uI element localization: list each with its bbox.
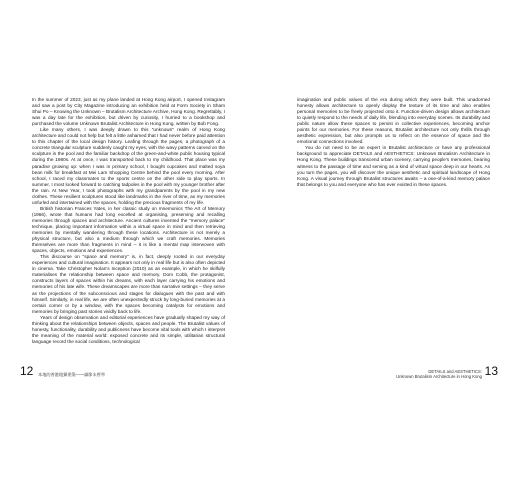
paragraph: This discourse on "space and memory" is, in fact, deeply rooted in our everyday experiences and cultural imagination. It appears not only in real life but is also often depicted in cinema. Take Christopher Nolan's Inception (2010) as an example, in which he skilfully materialises the relationship between space and memory. Dom Cobb, the protagonist, constructs layers of spaces within his dreams, with each layer carrying his emotions and memories of his late wife. These dreamscapes are more than narrative settings – they serve as the projections of the subconscious and stages for dialogues with the past and with himself. Similarly, in real life, we are often unexpectedly struck by long-buried memories at a certain corner or by a window, with the spaces becoming catalysts for emotions and memories by bringing past stories vividly back to life. (32, 254, 225, 314)
left-text-column (32, 97, 225, 345)
right-page (260, 0, 520, 500)
paragraph: Years of design observation and editorial experiences have gradually shaped my way of thinking about the relationships between objects, spaces and people. The Brutalist values of honesty, functionality, durability and publicness have become vital tools with which I interpret the meaning of the material world: exposed concrete and its simple, utilitarian structural language record the social conditions, technological (32, 314, 225, 344)
page-number-left: 12 (20, 364, 34, 378)
paragraph: imagination and public values of the era during which they were built. This unadorned honesty allows architecture to openly display the texture of its time and also enables personal memories to be freely projected onto it. Function-driven design allows architecture to quietly respond to the needs of daily life, blending into everyday scenes. Its durability and public nature allow these spaces to persist in collective experiences, becoming anchor points for our memories. For these reasons, Brutalist architecture not only thrills through aesthetic expression, but also prompts us to reflect on the essence of space and the emotional connections involved. (297, 97, 490, 145)
running-head-left: 本地的香港粗獷建築——細節未曾寧 (38, 372, 106, 377)
right-text-column (297, 97, 490, 188)
paragraph: You do not need to be an expert in Brutalist architecture or have any professional background to appreciate DETAILS and AESTHETICS: Unknown Brutalism Architecture in Hong Kong. These buildings transcend urban scenery, carrying people's memories, bearing witness to the passage of time and serving as a kind of virtual space deep in our hearts. As you turn the pages, you will discover the unique aesthetic and spiritual landscape of Hong Kong. A visual journey through Brutalist structures awaits – a one-of-a-kind memory palace that belongs to you and everyone who has ever existed in these spaces. (297, 145, 490, 187)
paragraph: British historian Frances Yates, in her classic study on mnemonics The Art of Memory (1966), wrote that humans had long excelled at organising, preserving and recalling memories through spaces and architecture. Ancient cultures invented the "memory palace" technique, placing important information within a virtual space in mind and then retrieving memories by mentally wandering through these locations. Architecture is not merely a physical structure, but also a medium through which we craft memories. Memories themselves are more than fragments in mind – it is like a mental map interwoven with spaces, objects, emotions and experiences. (32, 205, 225, 254)
paragraph: In the summer of 2023, just as my plane landed at Hong Kong airport, I opened Instagram and saw a post by City Magazine introducing an exhibition held at Form Society in Sham Shui Po – Knowing the Unknown – Brutalism Architecture Archive, Hong Kong. Regrettably, I was a day late for the exhibition, but driven by curiosity, I hurried to a bookshop and purchased the volume Unknown Brutalist Architecture in Hong Kong, written by Bob Fong. (32, 97, 225, 127)
paragraph: Like many others, I was deeply drawn to this "unknown" realm of Hong Kong architecture and could not help but felt a little ashamed that I had never before paid attention to this chapter of the local design history. Leafing through the pages, a photograph of a concrete triangular sculpture suddenly caught my eyes, with the wavy patterns carved on the sculpture in the pool and the familiar backdrop of the green-and-white public housing typical during the 1980s. At at once, I was transported back to my childhood. That place was my paradise growing up: when I was in primary school, I bought cupcakes and malted soya bean milk for breakfast at Mei Lam Shopping Centre behind the pool every morning. After school, I raced my classmates to the sports centre on the other side to play sports. In summer, I most looked forward to catching tadpoles in the pool with my younger brother after the rain. At New Year, I took photographs with my grandparents by the pool in my new clothes. These resilient sculptures stood like landmarks in the river of time, as my memories unfurled and intertwined with the spaces, holding the precious fragments of my life. (32, 127, 225, 205)
running-head-line: DETAILS and AESTHETICS: (428, 369, 482, 374)
running-head-line: Unknown Brutalism Architecture in Hong Kong (396, 374, 482, 380)
running-head-right (396, 369, 482, 379)
page-number-right: 13 (484, 364, 498, 378)
